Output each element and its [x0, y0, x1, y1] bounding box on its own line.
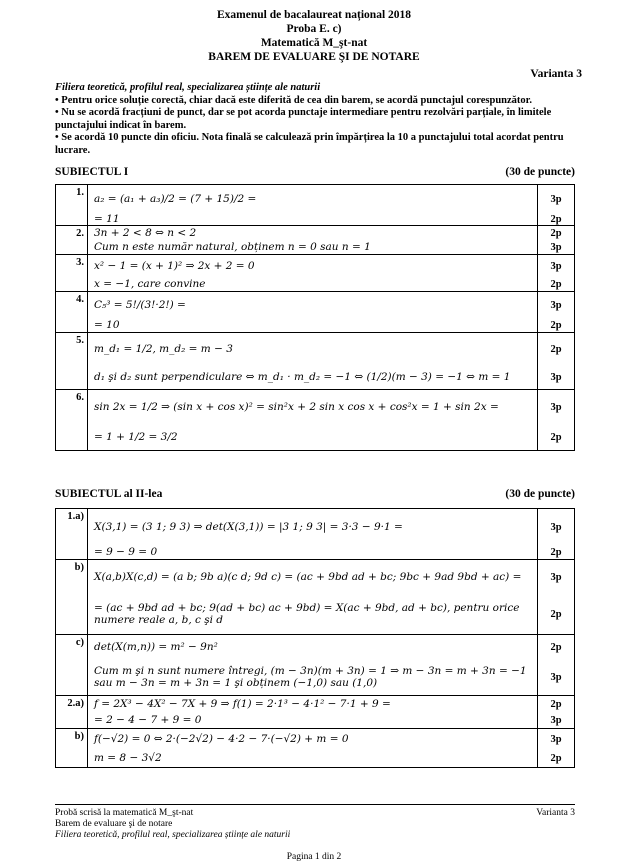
section-2-points: (30 de puncte) — [505, 488, 575, 500]
solution-step: = (ac + 9bd ad + bc; 9(ad + bc) ac + 9bd) = X(ac + 9bd, ad + bc), pentru orice numere reale a, b, c şi d — [94, 602, 520, 626]
table-row — [56, 255, 575, 278]
solution-step: = 11 — [94, 213, 120, 225]
item-number: c) — [56, 635, 88, 696]
item-number: 1.a) — [56, 509, 88, 560]
solution-step: m = 8 − 3√2 — [94, 752, 162, 764]
solution-step: m_d₁ = 1/2, m_d₂ = m − 3 — [94, 343, 233, 355]
section-1-title: SUBIECTUL I — [55, 166, 129, 178]
table-row — [56, 635, 575, 660]
points-value: 2p — [550, 343, 562, 355]
table-row — [56, 729, 575, 750]
solution-step: f(−√2) = 0 ⇔ 2·(−2√2) − 4·2 − 7·(−√2) + m = 0 — [94, 733, 349, 745]
solution-step: X(3,1) = (3 1; 9 3) ⇒ det(X(3,1)) = |3 1; 9 3| = 3·3 − 9·1 = — [94, 521, 403, 533]
table-row — [56, 365, 575, 390]
table-row — [56, 594, 575, 635]
table-row — [56, 545, 575, 560]
item-number: 2.a) — [56, 696, 88, 729]
footer — [55, 808, 575, 841]
section-1-points: (30 de puncte) — [505, 166, 575, 178]
solution-step: sin 2x = 1/2 ⇒ (sin x + cos x)² = sin²x + 2 sin x cos x + cos²x = 1 + sin 2x = — [94, 401, 499, 413]
item-number: 2. — [56, 226, 88, 255]
item-number: 3. — [56, 255, 88, 292]
header-barem: BAREM DE EVALUARE ŞI DE NOTARE — [208, 51, 420, 63]
note-3: • Se acordă 10 puncte din oficiu. Nota finală se calculează prin împărțirea la 10 a punctajului total acordat pentru lucrare. — [55, 132, 564, 156]
table-row — [56, 560, 575, 595]
table-row — [56, 424, 575, 451]
points-value: 3p — [550, 401, 562, 413]
variant-label: Varianta 3 — [530, 68, 582, 80]
section-1-table — [55, 184, 575, 451]
item-number: 4. — [56, 292, 88, 333]
points-value: 2p — [550, 546, 562, 558]
table-row — [56, 696, 575, 713]
solution-step: Cum n este număr natural, obținem n = 0 sau n = 1 — [94, 241, 371, 253]
solution-step: x² − 1 = (x + 1)² ⇒ 2x + 2 = 0 — [94, 260, 255, 272]
table-row — [56, 659, 575, 696]
solution-step: x = −1, care convine — [94, 278, 206, 290]
solution-step: = 2 − 4 − 7 + 9 = 0 — [94, 714, 202, 726]
header-subject: Matematică M_şt-nat — [260, 37, 368, 49]
points-value: 3p — [550, 571, 562, 583]
footer-variant: Varianta 3 — [536, 808, 575, 818]
points-value: 3p — [550, 521, 562, 533]
document-header — [0, 8, 628, 64]
grading-notes — [55, 82, 575, 157]
points-value: 3p — [550, 371, 562, 383]
section-2-table — [55, 508, 575, 768]
points-value: 3p — [550, 299, 562, 311]
item-number: b) — [56, 729, 88, 768]
solution-step: d₁ şi d₂ sunt perpendiculare ⇔ m_d₁ · m_d₂ = −1 ⇔ (1/2)(m − 3) = −1 ⇔ m = 1 — [94, 371, 511, 383]
item-number: 1. — [56, 185, 88, 226]
solution-step: = 10 — [94, 319, 120, 331]
points-value: 2p — [550, 698, 562, 710]
points-value: 3p — [550, 671, 562, 683]
table-row — [56, 240, 575, 255]
points-value: 3p — [550, 733, 562, 745]
solution-step: C₅³ = 5!/(3!·2!) = — [94, 299, 186, 311]
solution-step: f = 2X³ − 4X² − 7X + 9 ⇒ f(1) = 2·1³ − 4·1² − 7·1 + 9 = — [94, 698, 391, 710]
solution-step: = 9 − 9 = 0 — [94, 546, 158, 558]
table-row — [56, 318, 575, 333]
footer-separator — [55, 804, 575, 805]
solution-step: 3n + 2 < 8 ⇔ n < 2 — [94, 227, 197, 239]
item-number: 5. — [56, 333, 88, 390]
points-value: 2p — [550, 278, 562, 290]
page-number: Pagina 1 din 2 — [286, 852, 342, 862]
item-number: b) — [56, 560, 88, 635]
item-number: 6. — [56, 390, 88, 451]
points-value: 2p — [550, 319, 562, 331]
table-row — [56, 509, 575, 546]
notes-filiera: Filiera teoretică, profilul real, specializarea științe ale naturii — [55, 82, 321, 93]
solution-step: Cum m şi n sunt numere întregi, (m − 3n)(m + 3n) = 1 ⇒ m − 3n = m + 3n = −1 sau m − 3n = m + 3n = 1 şi obținem (−1,0) sau (1,0) — [94, 665, 527, 689]
solution-step: det(X(m,n)) = m² − 9n² — [94, 641, 218, 653]
footer-line-2: Barem de evaluare şi de notare — [55, 819, 173, 829]
points-value: 2p — [550, 213, 562, 225]
points-value: 3p — [550, 260, 562, 272]
points-value: 2p — [550, 752, 562, 764]
table-row — [56, 749, 575, 768]
section-1-title-row — [55, 166, 575, 178]
footer-line-3: Filiera teoretică, profilul real, specializarea științe ale naturii — [55, 830, 291, 840]
table-row — [56, 712, 575, 729]
points-value: 2p — [550, 641, 562, 653]
note-2: • Nu se acordă fracțiuni de punct, dar se pot acorda punctaje intermediare pentru rezolvări parțiale, în limitele punctajului indicat în barem. — [55, 107, 552, 131]
table-row — [56, 333, 575, 366]
points-value: 3p — [550, 714, 562, 726]
header-exam-title: Examenul de bacalaureat național 2018 — [216, 9, 412, 21]
header-proba: Proba E. c) — [286, 23, 342, 35]
points-value: 2p — [550, 227, 562, 239]
table-row — [56, 213, 575, 226]
table-row — [56, 226, 575, 241]
table-row — [56, 277, 575, 292]
points-value: 3p — [550, 241, 562, 253]
section-2-title-row — [55, 488, 575, 500]
table-row — [56, 292, 575, 319]
section-2-title: SUBIECTUL al II-lea — [55, 488, 163, 500]
footer-line-1: Probă scrisă la matematică M_şt-nat — [55, 808, 194, 818]
solution-step: = 1 + 1/2 = 3/2 — [94, 431, 178, 443]
points-value: 2p — [550, 431, 562, 443]
points-value: 2p — [550, 608, 562, 620]
solution-step: X(a,b)X(c,d) = (a b; 9b a)(c d; 9d c) = (ac + 9bd ad + bc; 9bc + 9ad 9bd + ac) = — [94, 571, 522, 583]
table-row — [56, 390, 575, 425]
solution-step: a₂ = (a₁ + a₃)/2 = (7 + 15)/2 = — [94, 193, 257, 205]
table-row — [56, 185, 575, 214]
note-1: • Pentru orice soluție corectă, chiar dacă este diferită de cea din barem, se acordă punctajul corespunzător. — [55, 94, 532, 106]
points-value: 3p — [550, 193, 562, 205]
